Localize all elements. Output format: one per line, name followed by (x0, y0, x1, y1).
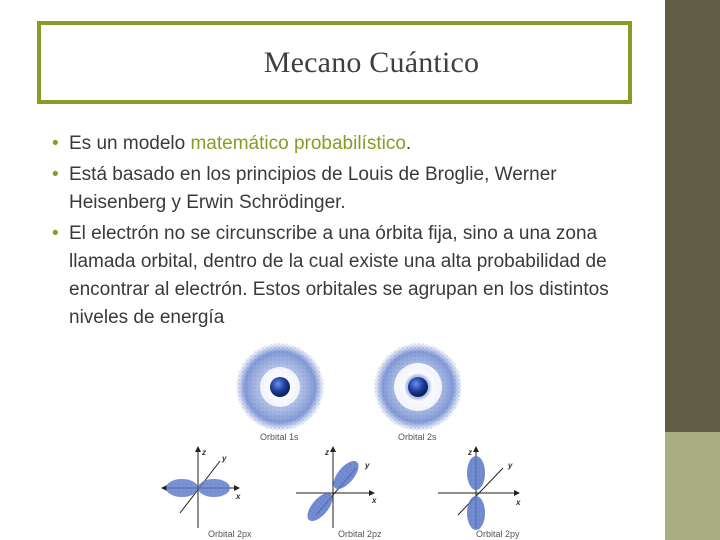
axis-x-label: x (236, 492, 241, 501)
nucleus-icon (270, 377, 290, 397)
orbital-2pz-graphic (296, 446, 377, 528)
axis-x-label: x (516, 498, 521, 507)
axis-x-label: x (372, 496, 377, 505)
orbital-label: Orbital 2py (476, 529, 520, 539)
orbital-figure (158, 343, 538, 540)
sidebar-accent-decoration (665, 432, 720, 540)
bullet-text-end: . (405, 133, 412, 154)
sidebar-decoration (665, 0, 720, 432)
title-box (37, 21, 632, 104)
orbital-2px-graphic (161, 446, 241, 528)
axis-y-label: y (222, 454, 227, 463)
orbital-2s-graphic (374, 343, 462, 431)
bullet-item (52, 161, 652, 217)
axis-y-label: y (365, 461, 370, 470)
bullet-text: Es un modelo (69, 133, 191, 154)
orbital-1s-graphic (236, 343, 324, 431)
axis-z-label: z (325, 448, 329, 457)
orbital-label: Orbital 1s (260, 432, 299, 442)
orbital-label: Orbital 2px (208, 529, 252, 539)
orbital-diagram (158, 343, 538, 540)
bullet-list (52, 130, 652, 335)
axis-y-label: y (508, 461, 513, 470)
bullet-item (52, 130, 652, 158)
axis-z-label: z (468, 448, 472, 457)
bullet-text: El electrón no se circunscribe a una órbita fija, sino a una zona llamada orbital, dentro de la cual existe una alta probabilidad de encontrar al electrón. Estos orbitales se agrupan en los distintos niveles de energía (69, 223, 609, 328)
orbital-label: Orbital 2pz (338, 529, 382, 539)
bullet-text: Está basado en los principios de Louis de Broglie, Werner Heisenberg y Erwin Schrödinger. (69, 164, 557, 213)
nucleus-icon (408, 377, 428, 397)
slide-title: Mecano Cuántico (263, 45, 480, 79)
orbital-2py-graphic (438, 446, 521, 530)
orbital-label: Orbital 2s (398, 432, 437, 442)
bullet-item (52, 220, 652, 332)
axis-z-label: z (202, 448, 206, 457)
highlighted-text: matemático probabilístico (190, 133, 406, 154)
